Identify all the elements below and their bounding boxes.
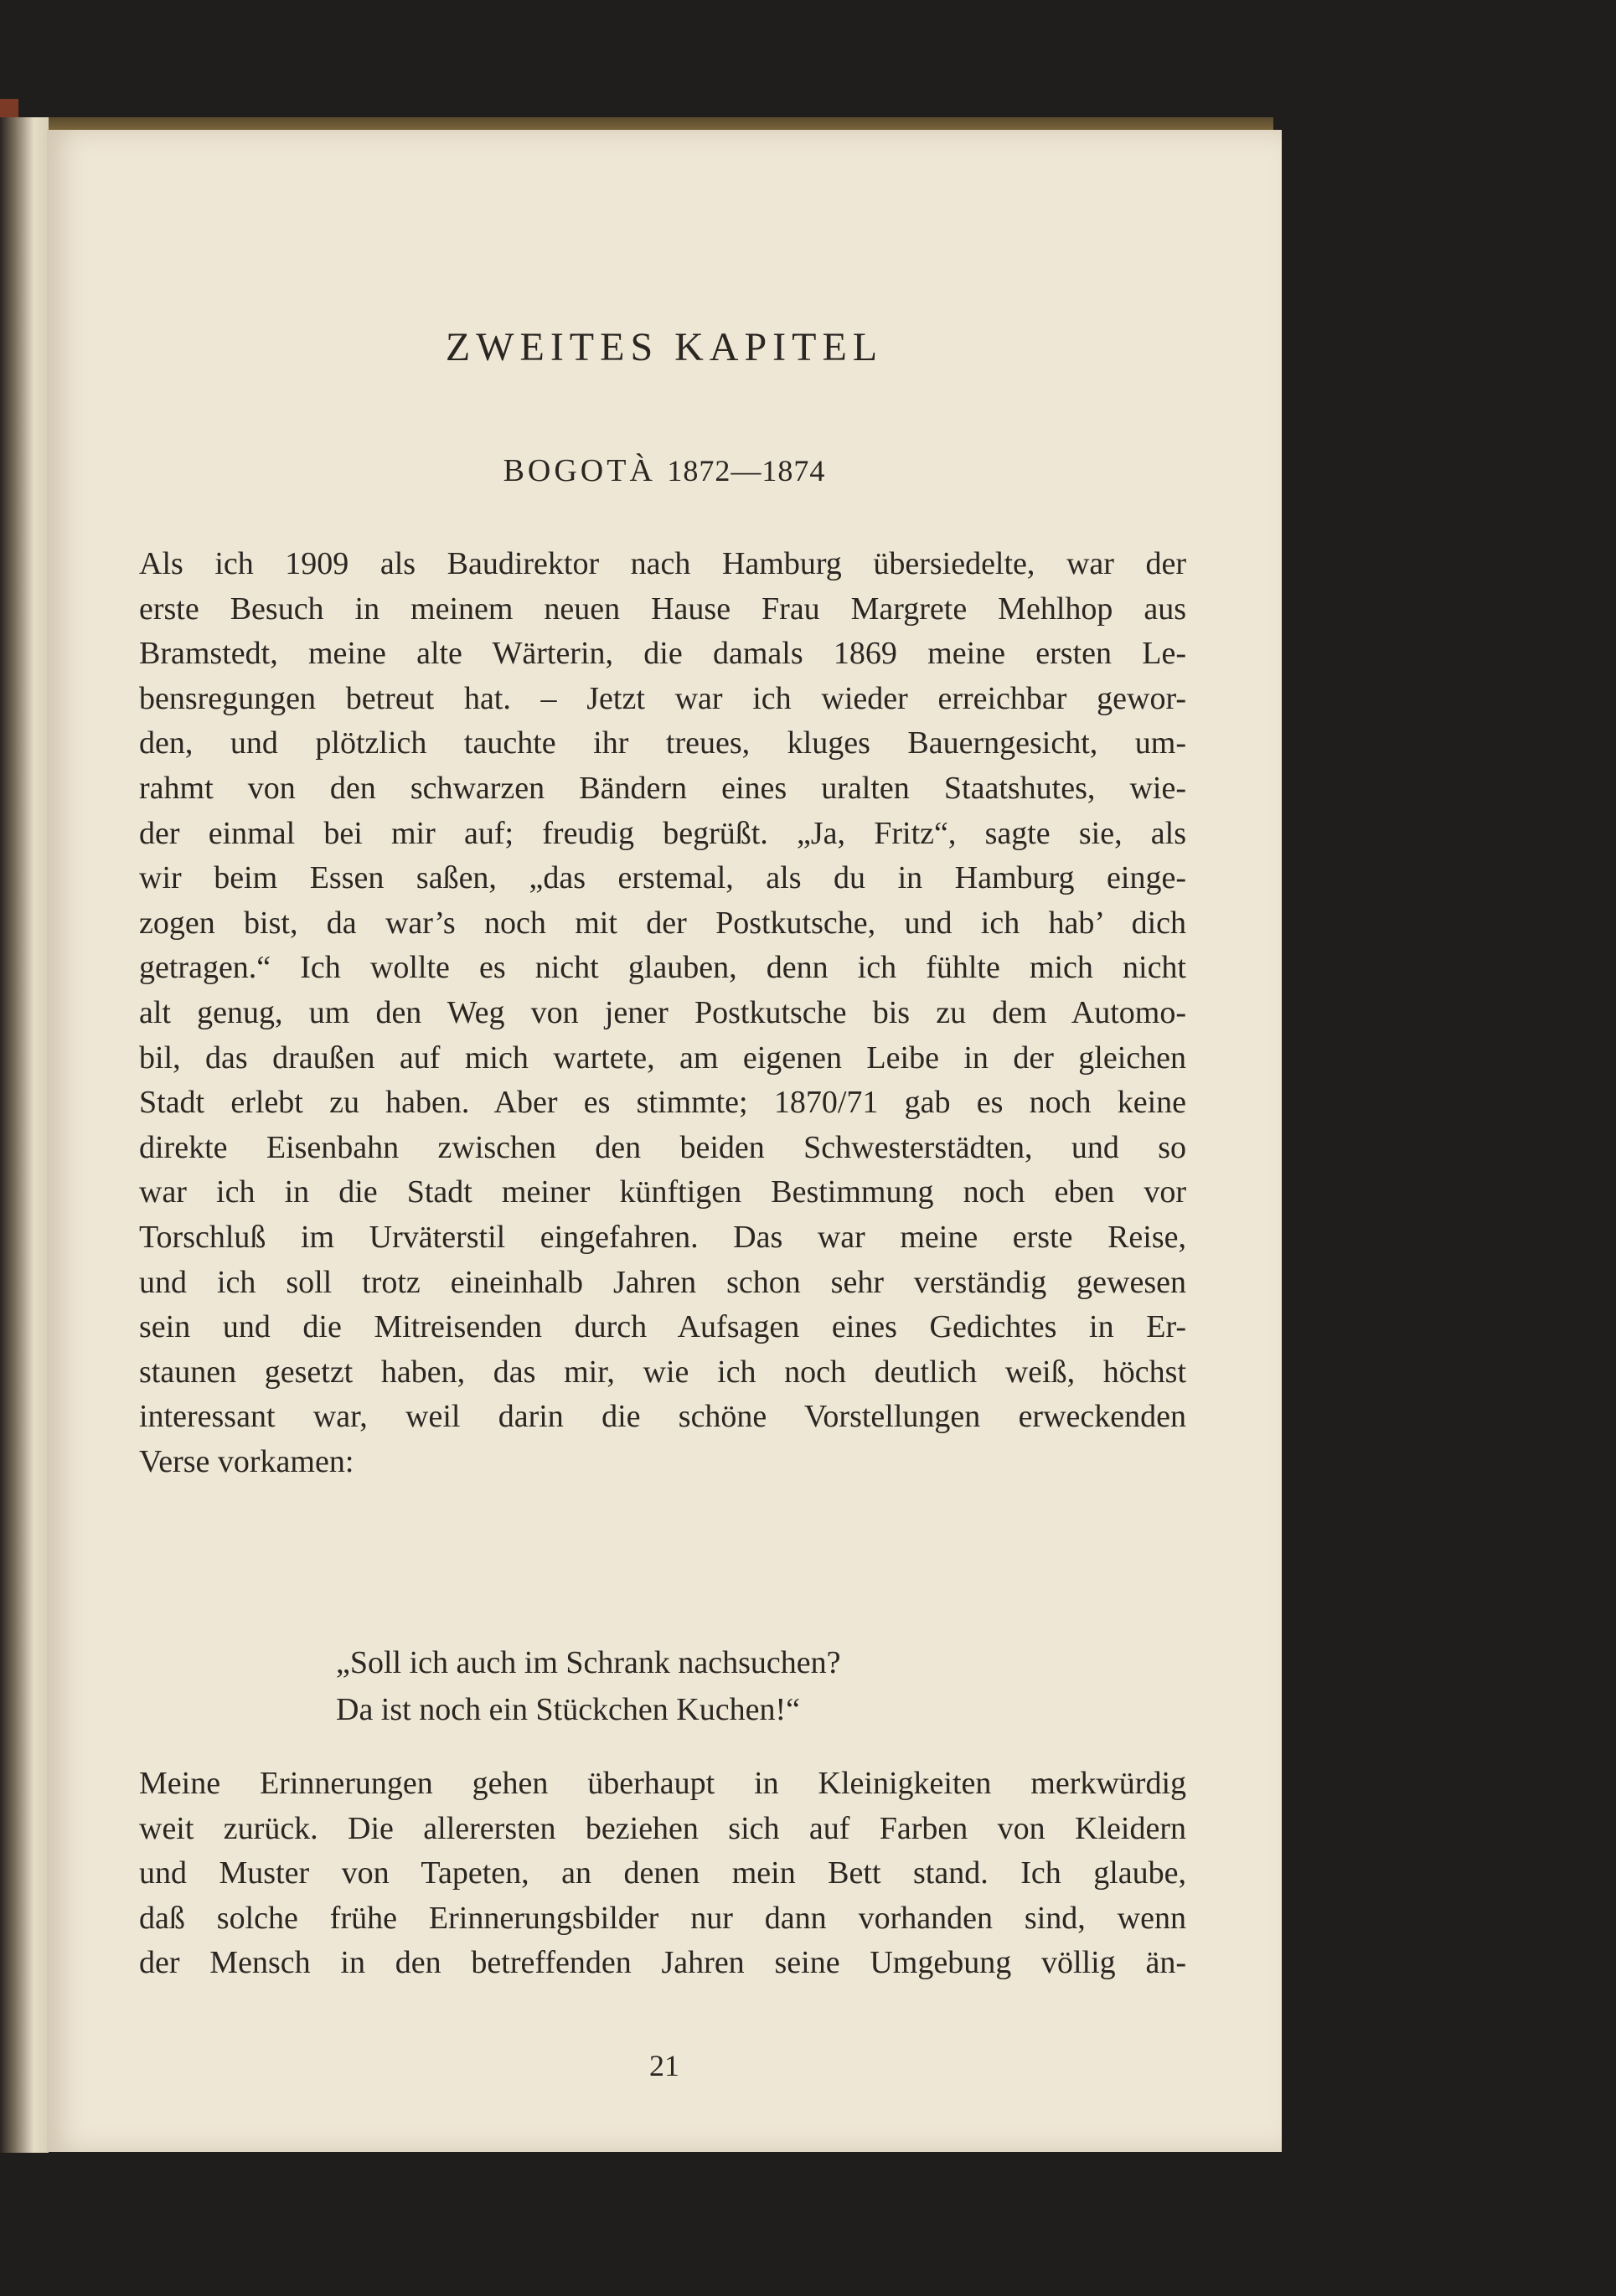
text-line: bensregungen betreut hat. – Jetzt war ich wieder erreichbar gewor- bbox=[139, 680, 1186, 716]
text-line: daß solche frühe Erinnerungsbilder nur dann vorhanden sind, wenn bbox=[139, 1900, 1186, 1936]
text-line: staunen gesetzt haben, das mir, wie ich noch deutlich weiß, höchst bbox=[139, 1354, 1186, 1390]
text-line: erste Besuch in meinem neuen Hause Frau Margrete Mehlhop aus bbox=[139, 591, 1186, 627]
text-line: Bramstedt, meine alte Wärterin, die damals 1869 meine ersten Le- bbox=[139, 636, 1186, 672]
text-line: alt genug, um den Weg von jener Postkutsche bis zu dem Automo- bbox=[139, 994, 1186, 1030]
text-line: rahmt von den schwarzen Bändern eines uralten Staatshutes, wie- bbox=[139, 770, 1186, 806]
text-line: getragen.“ Ich wollte es nicht glauben, denn ich fühlte mich nicht bbox=[139, 950, 1186, 986]
text-line: sein und die Mitreisenden durch Aufsagen eines Gedichtes in Er- bbox=[139, 1309, 1186, 1345]
text-line: der einmal bei mir auf; freudig begrüßt. „Ja, Fritz“, sagte sie, als bbox=[139, 815, 1186, 851]
text-line: weit zurück. Die allerersten beziehen sich auf Farben von Kleidern bbox=[139, 1810, 1186, 1846]
section-years: 1872—1874 bbox=[667, 454, 826, 488]
text-line: Als ich 1909 als Baudirektor nach Hamburg übersiedelte, war der bbox=[139, 546, 1186, 581]
page-number: 21 bbox=[649, 2049, 679, 2082]
left-page-edge bbox=[0, 117, 49, 2153]
text-line: Stadt erlebt zu haben. Aber es stimmte; 1870/71 gab es noch keine bbox=[139, 1085, 1186, 1121]
text-line: Torschluß im Urväterstil eingefahren. Das war meine erste Reise, bbox=[139, 1219, 1186, 1255]
text-line: bil, das draußen auf mich wartete, am eigenen Leibe in der gleichen bbox=[139, 1040, 1186, 1076]
text-line: war ich in die Stadt meiner künftigen Bestimmung noch eben vor bbox=[139, 1174, 1186, 1210]
page-content bbox=[47, 130, 1282, 2152]
section-place: BOGOTÀ bbox=[503, 453, 656, 488]
verse-line: „Soll ich auch im Schrank nachsuchen? bbox=[336, 1645, 841, 1680]
text-line: interessant war, weil darin die schöne Vorstellungen erweckenden bbox=[139, 1399, 1186, 1435]
paragraph-2 bbox=[139, 1762, 1186, 1986]
text-line: den, und plötzlich tauchte ihr treues, kluges Bauerngesicht, um- bbox=[139, 725, 1186, 761]
text-line: zogen bist, da war’s noch mit der Postkutsche, und ich hab’ dich bbox=[139, 905, 1186, 941]
verse-line: Da ist noch ein Stückchen Kuchen!“ bbox=[336, 1692, 800, 1727]
book-page bbox=[47, 130, 1282, 2152]
text-line: direkte Eisenbahn zwischen den beiden Schwesterstädten, und so bbox=[139, 1129, 1186, 1165]
section-title bbox=[47, 452, 1282, 489]
text-line: Meine Erinnerungen gehen überhaupt in Kleinigkeiten merkwürdig bbox=[139, 1766, 1186, 1801]
text-line: wir beim Essen saßen, „das erstemal, als du in Hamburg einge- bbox=[139, 860, 1186, 896]
chapter-title: ZWEITES KAPITEL bbox=[445, 325, 884, 369]
text-line: der Mensch in den betreffenden Jahren seine Umgebung völlig än- bbox=[139, 1945, 1186, 1981]
verse-quote bbox=[336, 1639, 841, 1733]
paragraph-1 bbox=[139, 542, 1186, 1484]
text-line: und Muster von Tapeten, an denen mein Bett stand. Ich glaube, bbox=[139, 1855, 1186, 1891]
text-line: und ich soll trotz eineinhalb Jahren schon sehr verständig gewesen bbox=[139, 1264, 1186, 1300]
text-line: Verse vorkamen: bbox=[139, 1443, 354, 1479]
